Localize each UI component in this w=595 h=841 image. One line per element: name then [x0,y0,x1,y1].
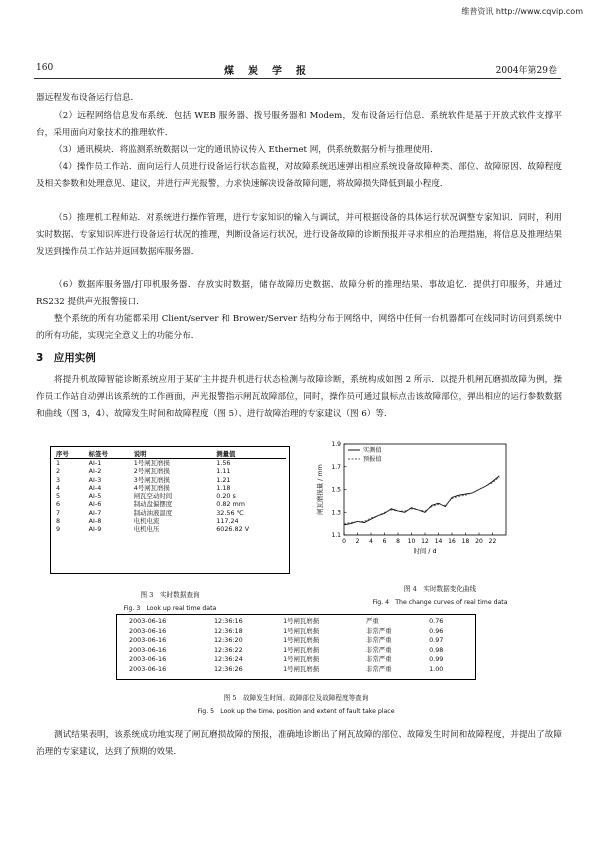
table-row [125,617,467,627]
fig5-table-body [125,617,467,675]
table-cell: 12:36:20 [213,636,243,645]
table-cell: 12:36:24 [213,655,243,664]
table-cell: 0.76 [429,617,444,625]
table-row [125,655,467,665]
table-cell: 1.18 [216,483,231,492]
table-cell: AI-4 [88,483,102,492]
x-tick-label: 14 [434,538,443,545]
y-tick-label: 1.7 [331,463,341,471]
paragraph: （3）通讯模块．将监测系统数据以一定的通讯协议传入 Ethernet 网，供系统数据分析与推理使用． [54,145,439,155]
table-cell: 制动盘偏摆度 [133,500,173,509]
paragraph: （2）远程网络信息发布系统．包括 WEB 服务器、拨号服务器和 Modem，发布设备运行信息．系统软件是基于开放式软件支撑平台，采用面向对象技术的推理软件． [36,111,562,138]
table-cell: 2 [56,467,61,476]
table-cell: 0.99 [429,655,444,664]
table-cell: 3号闸瓦磨损 [133,475,170,484]
y-tick-label: 1.5 [331,486,341,494]
table-cell: 12:36:16 [213,617,243,625]
fig5-caption-en: Fig. 5 Look up the time, position and extent of fault take place [197,708,395,715]
header-rule [34,78,561,79]
table-cell: AI-7 [88,508,102,517]
table-cell: 12:36:22 [213,645,243,654]
table-cell: 非常严重 [365,626,392,635]
paragraph: （5）推理机工程师站．对系统进行操作管理，进行专家知识的输入与调试，并可根据设备的具体运行状况调整专家知识．同时，利用实时数据、专家知识库进行设备运行状况的推理，判断设备运行状况，进行设备故障的诊断预报并寻求相应的治理措施，将信息及推理结果发送到操作员工作站并返回数据库服务器． [36,213,562,257]
table-cell: 非常严重 [365,636,392,645]
table-cell: 1.11 [216,467,231,476]
fig3-caption-en: Fig. 3 Look up real time data [123,605,217,612]
table-cell: 9 [56,525,61,534]
y-tick-label: 1.3 [331,509,341,517]
y-tick-label: 1.9 [331,441,341,448]
x-tick-label: 18 [461,538,470,545]
table-cell: 2003-06-16 [129,617,167,625]
y-axis-label: 闸瓦磨损量 / mm [316,464,324,515]
x-tick-label: 4 [369,538,373,545]
table-cell: 0.97 [429,636,444,645]
x-tick-label: 22 [488,538,497,545]
fig3-table-frame [50,446,290,574]
table-cell: 电机电压 [133,525,160,534]
table-cell: 32.56 ℃ [216,508,244,517]
table-cell: 117.24 [216,517,239,526]
table-cell: 非常严重 [365,664,392,673]
fig3-caption: 图 3 实时数据查询 [140,591,200,599]
fig4-chart [300,440,562,562]
x-tick-label: 0 [342,538,346,545]
x-tick-label: 8 [396,538,400,545]
table-cell: 1.21 [216,475,231,484]
table-row [54,525,286,533]
table-cell: 2003-06-16 [129,664,167,673]
table-cell: 严重 [365,617,379,625]
table-cell: 1号闸瓦磨损 [283,617,320,625]
table-cell: 1 [56,459,61,467]
table-cell: 0.20 s [216,492,236,501]
table-row [54,500,286,508]
table-cell: AI-6 [88,500,102,509]
series-line-0 [344,476,499,525]
table-cell: 4 [56,483,61,492]
table-cell: 制动油液温度 [133,508,173,517]
legend-label: 实测值 [363,447,382,454]
x-tick-label: 10 [407,538,416,545]
table-row [54,476,286,484]
x-tick-label: 12 [421,538,429,545]
paragraph: （6）数据库服务器/打印机服务器．存放实时数据，储存故障历史数据、故障分析的推理结果、事故追忆．提供打印服务，并通过 RS232 提供声光报警接口． [36,280,562,307]
table-cell: 1号闸瓦磨损 [133,459,170,467]
table-cell: 非常严重 [365,645,392,654]
table-row [125,665,467,675]
paragraph: 测试结果表明，该系统成功地实现了闸瓦磨损故障的预报，准确地诊断出了闸瓦故障的部位、故障发生时间和故障程度，并提出了故障治理的专家建议，达到了预期的效果． [36,730,562,757]
table-cell: 6026.82 V [216,525,250,534]
section-heading: 3 应用实例 [36,352,96,364]
fig3-table-body [54,459,286,534]
table-row [125,646,467,656]
issue-info: 2004年第29卷 [495,66,557,76]
x-tick-label: 6 [382,538,387,545]
table-cell: 6 [56,500,61,509]
table-cell: 1.56 [216,459,231,467]
table-cell: AI-2 [88,467,102,476]
x-tick-label: 16 [448,538,456,545]
table-cell: 1号闸瓦磨损 [283,626,320,635]
table-cell: AI-9 [88,525,102,534]
page-number: 160 [36,63,54,73]
table-cell: AI-5 [88,492,102,501]
fig5-table [125,617,467,675]
col-header: 标签号 [87,449,132,459]
table-row [54,509,286,517]
table-cell: 非常严重 [365,655,392,664]
table-cell: 2003-06-16 [129,655,167,664]
table-cell: 1号闸瓦磨损 [283,636,320,645]
table-cell: 7 [56,508,61,517]
fig5-caption: 图 5 故障发生时间、故障部位及故障程度等查询 [223,694,369,702]
paragraph: 将提升机故障智能诊断系统应用于某矿主井提升机进行状态检测与故障诊断，系统构成如图 2 所示．以提升机闸瓦磨损故障为例，操作员工作站自动弹出该系统的工作画面，声光报警指示闸瓦故障部位，同时，操作员可通过鼠标点击该故障部位，弹出相应的运行参数数据和曲线（图 3，4）、故障发生时间和故障程度（图 5）、进行故障治理的专家建议（图 6）等． [36,375,562,419]
table-cell: 电机电流 [133,517,160,526]
table-row [125,627,467,637]
legend-label: 预报值 [363,456,382,463]
paragraph: 器远程发布设备运行信息. [36,93,134,103]
paragraph: （4）操作员工作站．面向运行人员进行设备运行状态监视，对故障系统迅速弹出相应系统设备故障种类、部位、故障原因、故障程度及相关参数和处理意见、建议，并进行声光报警，力求快速解决设备故障问题，将故障损失降低到最小程度． [36,162,562,189]
col-header: 测量值 [214,449,286,459]
watermark: 维普资讯 http://www.cqvip.com [461,7,583,16]
table-cell: 1.00 [429,664,444,673]
table-row [54,517,286,525]
y-tick-label: 1.1 [331,532,341,539]
table-cell: 2号闸瓦磨损 [133,467,170,476]
x-tick-label: 20 [475,538,483,545]
x-tick-label: 2 [355,538,360,545]
table-cell: 3 [56,475,61,484]
fig5-table-frame [116,614,476,680]
table-row [54,459,286,468]
table-row [125,636,467,646]
table-cell: AI-3 [88,475,102,484]
table-cell: 5 [56,492,61,501]
table-cell: AI-1 [88,459,102,467]
fig4-caption-en: Fig. 4 The change curves of real time data [372,599,508,606]
table-cell: 4号闸瓦磨损 [133,483,170,492]
col-header: 说明 [132,449,214,459]
table-cell: 2003-06-16 [129,645,167,654]
paragraph: 整个系统的所有功能都采用 Client/server 和 Brower/Server 结构分布于网络中，网络中任何一台机器都可在线同时访问到系统中的所有功能，实现完全意义上的功能分布． [36,314,562,341]
series-line-1 [344,477,499,524]
table-cell: 1号闸瓦磨损 [283,664,320,673]
table-cell: 2003-06-16 [129,636,167,645]
x-axis-label: 时间 / d [413,547,437,555]
table-cell: 1号闸瓦磨损 [283,655,320,664]
table-cell: 12:36:18 [213,626,243,635]
col-header: 序号 [54,449,87,459]
table-cell: 2003-06-16 [129,626,167,635]
table-row [54,484,286,492]
fig3-table [54,449,286,534]
table-cell: 12:36:26 [213,664,243,673]
journal-title: 煤炭学报 [224,66,320,77]
table-cell: 1号闸瓦磨损 [283,645,320,654]
table-cell: 0.98 [429,645,444,654]
table-row [54,467,286,475]
table-cell: 8 [56,517,61,526]
table-cell: 闸瓦空动时间 [133,492,173,501]
table-cell: AI-8 [88,517,102,526]
fig4-caption: 图 4 实时数据变化曲线 [403,585,477,593]
table-cell: 0.96 [429,626,444,635]
table-cell: 0.82 mm [216,500,245,509]
